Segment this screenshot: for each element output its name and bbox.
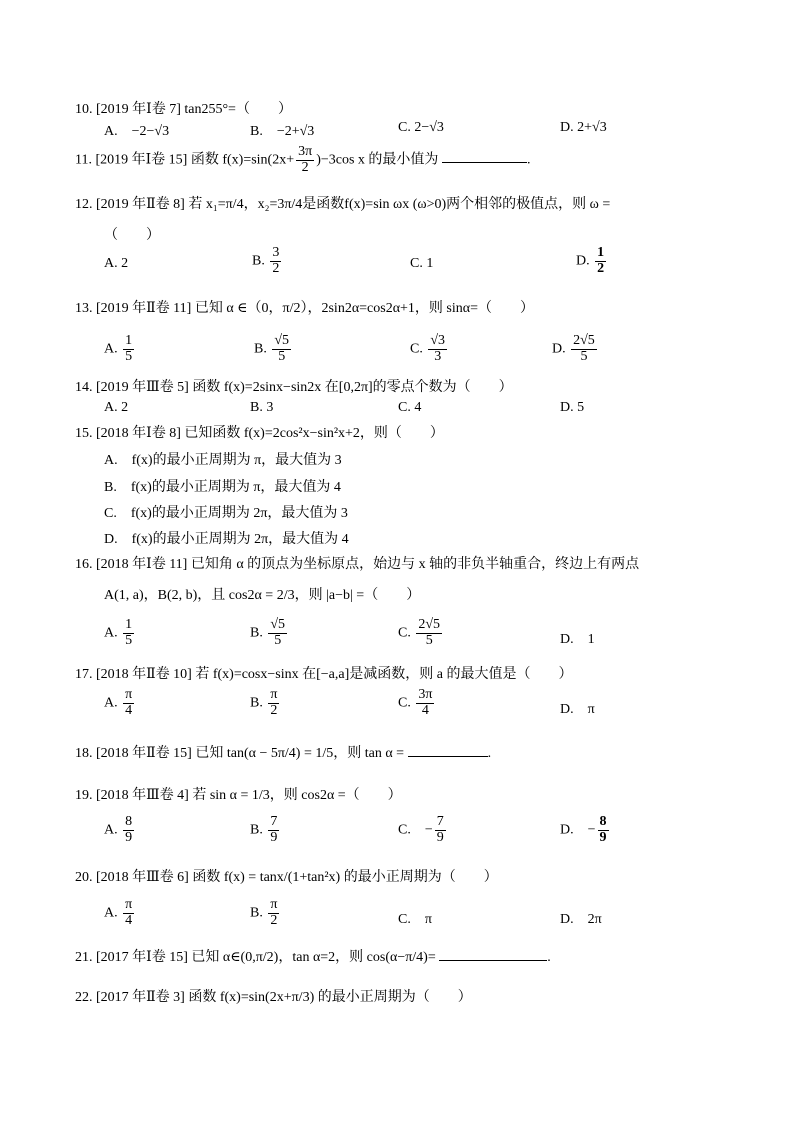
question-number: 18. (75, 746, 93, 761)
option-d: D. π (560, 702, 595, 717)
option-a: A. −2−√3 (104, 124, 170, 139)
option-label: B. (250, 625, 263, 641)
question-number: 21. (75, 950, 93, 965)
numerator: 8 (599, 814, 607, 829)
option-label: A. (104, 905, 118, 921)
denominator: 5 (278, 348, 286, 364)
option-a: A. 2 (104, 256, 129, 271)
question-number: 11. (75, 152, 92, 168)
question-text: [2018 年Ⅱ卷 10] 若 f(x)=cosx−sinx 在[−a,a]是减函数，则 a 的最大值是（ ） (96, 667, 573, 682)
question-13 (75, 297, 534, 317)
denominator: 5 (125, 348, 133, 364)
question-number: 16. (75, 557, 93, 572)
period: . (547, 950, 551, 965)
option-label: A. (104, 822, 118, 838)
numerator: 2√5 (573, 333, 595, 348)
denominator: 9 (436, 829, 444, 845)
option-b: B. f(x)的最小正周期为 π，最大值为 4 (104, 480, 341, 495)
denominator: 3 (434, 348, 442, 364)
option-b (254, 334, 293, 364)
question-16 (75, 553, 639, 573)
denominator: 2 (597, 260, 605, 276)
option-c: C. π (398, 912, 432, 927)
option-label: B. (250, 822, 263, 838)
option-c (398, 618, 444, 648)
option-b (250, 618, 289, 648)
period: . (526, 152, 531, 168)
option-a (104, 688, 136, 718)
denominator: 9 (270, 829, 278, 845)
numerator: 2√5 (418, 617, 441, 632)
option-c (398, 688, 436, 718)
answer-blank (442, 148, 527, 163)
option-c (398, 815, 448, 845)
question-number: 13. (75, 301, 93, 316)
question-number: 19. (75, 788, 93, 803)
option-label: B. (250, 695, 263, 711)
question-text: [2018 年Ⅱ卷 15] 已知 tan(α − 5π/4) = 1/5，则 tan α = (96, 746, 405, 761)
question-number: 22. (75, 990, 93, 1005)
question-text: [2019 年Ⅰ卷 7] tan255°=（ ） (96, 102, 292, 117)
denominator: 9 (599, 829, 607, 845)
answer-blank (408, 742, 488, 757)
question-number: 10. (75, 102, 93, 117)
option-a: A. f(x)的最小正周期为 π，最大值为 3 (104, 453, 342, 468)
numerator: √5 (274, 333, 290, 348)
option-d (560, 815, 611, 845)
option-a (104, 618, 136, 648)
option-label: C. − (398, 822, 433, 838)
option-label: B. (250, 905, 263, 921)
denominator: 4 (125, 912, 133, 928)
option-d: D. 1 (560, 632, 595, 647)
question-text: [2018 年Ⅰ卷 8] 已知函数 f(x)=2cos²x−sin²x+2，则（ ） (96, 426, 444, 441)
question-21 (75, 946, 551, 966)
option-label: B. (254, 341, 267, 357)
question-22 (75, 986, 472, 1006)
option-d: D. 2+√3 (560, 120, 607, 135)
question-15 (75, 422, 444, 442)
option-label: D. − (560, 822, 596, 838)
question-17 (75, 663, 572, 683)
option-d (552, 334, 599, 364)
question-20 (75, 866, 498, 886)
question-number: 12. (75, 197, 93, 212)
numerator: √3 (430, 333, 446, 348)
denominator: 4 (125, 702, 133, 718)
numerator: 3π (298, 144, 313, 159)
option-d: D. f(x)的最小正周期为 2π，最大值为 4 (104, 532, 349, 547)
denominator: 5 (580, 348, 588, 364)
fraction (296, 145, 314, 175)
question-number: 15. (75, 426, 93, 441)
denominator: 2 (270, 912, 278, 928)
option-c: C. 1 (410, 256, 434, 271)
option-c (410, 334, 449, 364)
numerator: √5 (270, 617, 286, 632)
option-b (250, 815, 281, 845)
numerator: π (270, 897, 278, 912)
question-14 (75, 376, 513, 396)
option-label: A. (104, 341, 118, 357)
option-a (104, 334, 136, 364)
option-label: B. (252, 253, 265, 269)
question-text: [2017 年Ⅰ卷 15] 已知 α∈(0,π/2)，tan α=2，则 cos(α−π/4)= (96, 950, 436, 965)
option-label: C. (410, 341, 423, 357)
option-c: C. 2−√3 (398, 120, 444, 135)
option-b: B. 3 (250, 400, 274, 415)
option-b: B. −2+√3 (250, 124, 315, 139)
question-18 (75, 742, 491, 762)
denominator: 2 (270, 702, 278, 718)
option-label: D. (576, 253, 590, 269)
option-d (576, 246, 608, 276)
numerator: π (125, 687, 133, 702)
denominator: 4 (421, 702, 429, 718)
option-b (250, 688, 281, 718)
option-label: A. (104, 625, 118, 641)
option-a (104, 898, 136, 928)
period: . (487, 746, 492, 761)
question-number: 14. (75, 380, 93, 395)
denominator: 2 (272, 260, 280, 276)
numerator: π (125, 897, 133, 912)
option-c: C. f(x)的最小正周期为 2π，最大值为 3 (104, 506, 348, 521)
question-text: [2018 年Ⅰ卷 11] 已知角 α 的顶点为坐标原点，始边与 x 轴的非负半轴重合，终边上有两点 (96, 557, 640, 572)
option-a: A. 2 (104, 400, 129, 415)
numerator: 1 (597, 245, 605, 260)
denominator: 9 (125, 829, 133, 845)
question-continuation: A(1, a)，B(2, b)，且 cos2α = 2/3，则 |a−b| =（ ） (104, 588, 421, 603)
numerator: 1 (125, 617, 133, 632)
option-label: A. (104, 695, 118, 711)
question-text: [2017 年Ⅱ卷 3] 函数 f(x)=sin(2x+π/3) 的最小正周期为（ ） (96, 990, 472, 1005)
denominator: 5 (274, 632, 282, 648)
question-text: [2019 年Ⅲ卷 5] 函数 f(x)=2sinx−sin2x 在[0,2π]的零点个数为（ ） (96, 380, 513, 395)
question-text: [2019 年Ⅱ卷 8] 若 x₁=π/4，x₂=3π/4是函数f(x)=sin ωx (ω>0)两个相邻的极值点，则 ω = (96, 197, 611, 212)
option-d: D. 2π (560, 912, 602, 927)
option-b (252, 246, 283, 276)
numerator: 3 (272, 245, 280, 260)
option-b (250, 898, 281, 928)
denominator: 5 (125, 632, 133, 648)
question-text: [2019 年Ⅰ卷 15] 函数 f(x)=sin(2x+ (95, 152, 295, 168)
numerator: 8 (125, 814, 133, 829)
question-10 (75, 98, 292, 118)
question-text: )−3cos x 的最小值为 (316, 152, 439, 168)
option-a (104, 815, 136, 845)
numerator: 7 (270, 814, 278, 829)
option-c: C. 4 (398, 400, 422, 415)
question-text: [2018 年Ⅲ卷 4] 若 sin α = 1/3，则 cos2α =（ ） (96, 788, 402, 803)
numerator: 1 (125, 333, 133, 348)
option-d: D. 5 (560, 400, 585, 415)
question-19 (75, 784, 402, 804)
option-label: C. (398, 695, 411, 711)
option-label: C. (398, 625, 411, 641)
denominator: 5 (425, 632, 433, 648)
question-12 (75, 193, 610, 213)
question-number: 20. (75, 870, 93, 885)
question-text: [2019 年Ⅱ卷 11] 已知 α ∈（0，π/2），2sin2α=cos2α+1，则 sinα=（ ） (96, 301, 535, 316)
question-text: [2018 年Ⅲ卷 6] 函数 f(x) = tanx/(1+tan²x) 的最小正周期为（ ） (96, 870, 498, 885)
option-label: D. (552, 341, 566, 357)
question-11 (75, 145, 530, 175)
answer-blank (439, 946, 547, 961)
question-continuation: （ ） (104, 228, 160, 243)
question-number: 17. (75, 667, 93, 682)
numerator: π (270, 687, 278, 702)
numerator: 7 (436, 814, 444, 829)
denominator: 2 (301, 159, 309, 175)
numerator: 3π (418, 687, 433, 702)
